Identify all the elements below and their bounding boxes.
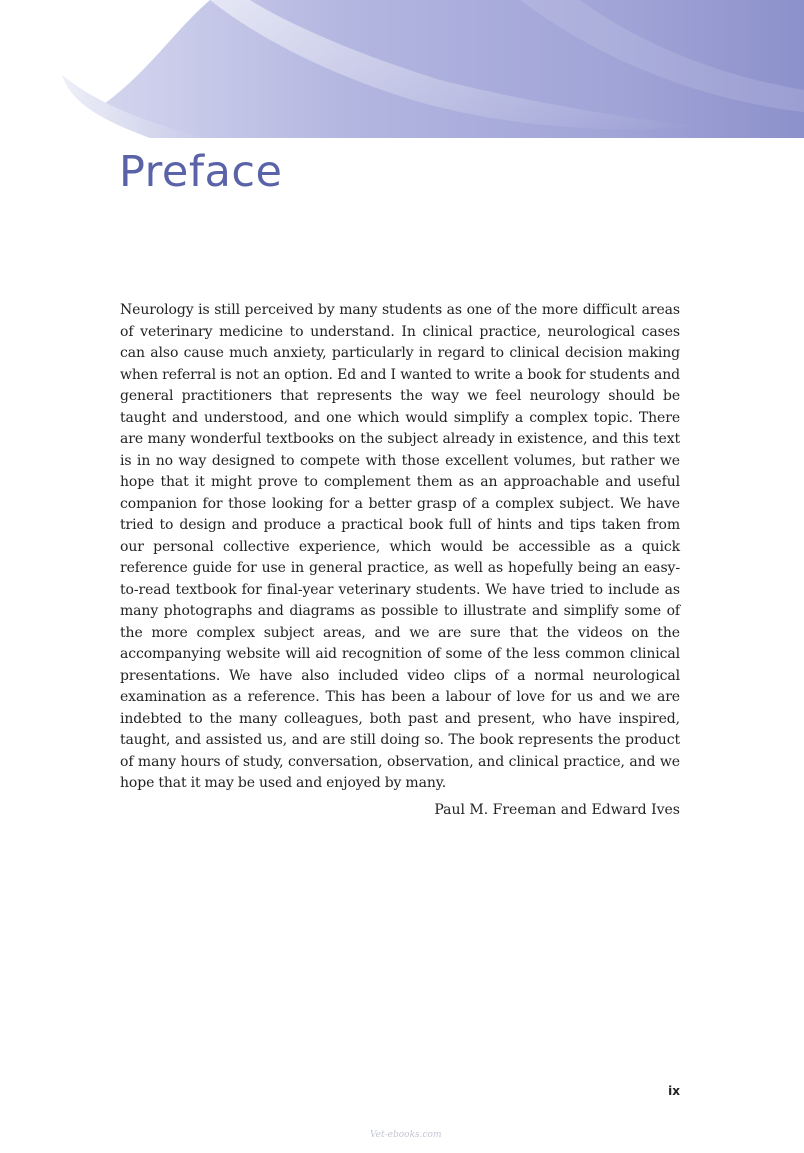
page-number: ix	[668, 1084, 680, 1098]
author-signature: Paul M. Freeman and Edward Ives	[434, 802, 680, 818]
header-wave-banner	[0, 0, 804, 138]
page-title: Preface	[119, 147, 283, 197]
watermark-logo: Vet-ebooks.com	[370, 1130, 442, 1140]
preface-body-paragraph: Neurology is still perceived by many students as one of the more difficult areas of veterinary medicine to understand. In clinical practice, neurological cases can also cause much anxiety, particularly in regard to clinical decision making when referral is not an option. Ed and I wanted to write a book for students and general practitioners that represents the way we feel neurology should be taught and understood, and one which would simplify a complex topic. There are many wonderful textbooks on the subject already in existence, and this text is in no way designed to compete with those excellent volumes, but rather we hope that it might prove to complement them as an approachable and useful companion for those looking for a better grasp of a complex subject. We have tried to design and produce a practical book full of hints and tips taken from our personal collective experience, which would be accessible as a quick reference guide for use in general practice, as well as hopefully being an easy-to-read textbook for final-year veterinary students. We have tried to include as many photographs and diagrams as possible to illustrate and simplify some of the more complex subject areas, and we are sure that the videos on the accompanying website will aid recognition of some of the less common clinical presentations. We have also included video clips of a normal neurological examination as a reference. This has been a labour of love for us and we are indebted to the many colleagues, both past and present, who have inspired, taught, and assisted us, and are still doing so. The book represents the product of many hours of study, conversation, observation, and clinical practice, and we hope that it may be used and enjoyed by many.	[120, 302, 680, 791]
